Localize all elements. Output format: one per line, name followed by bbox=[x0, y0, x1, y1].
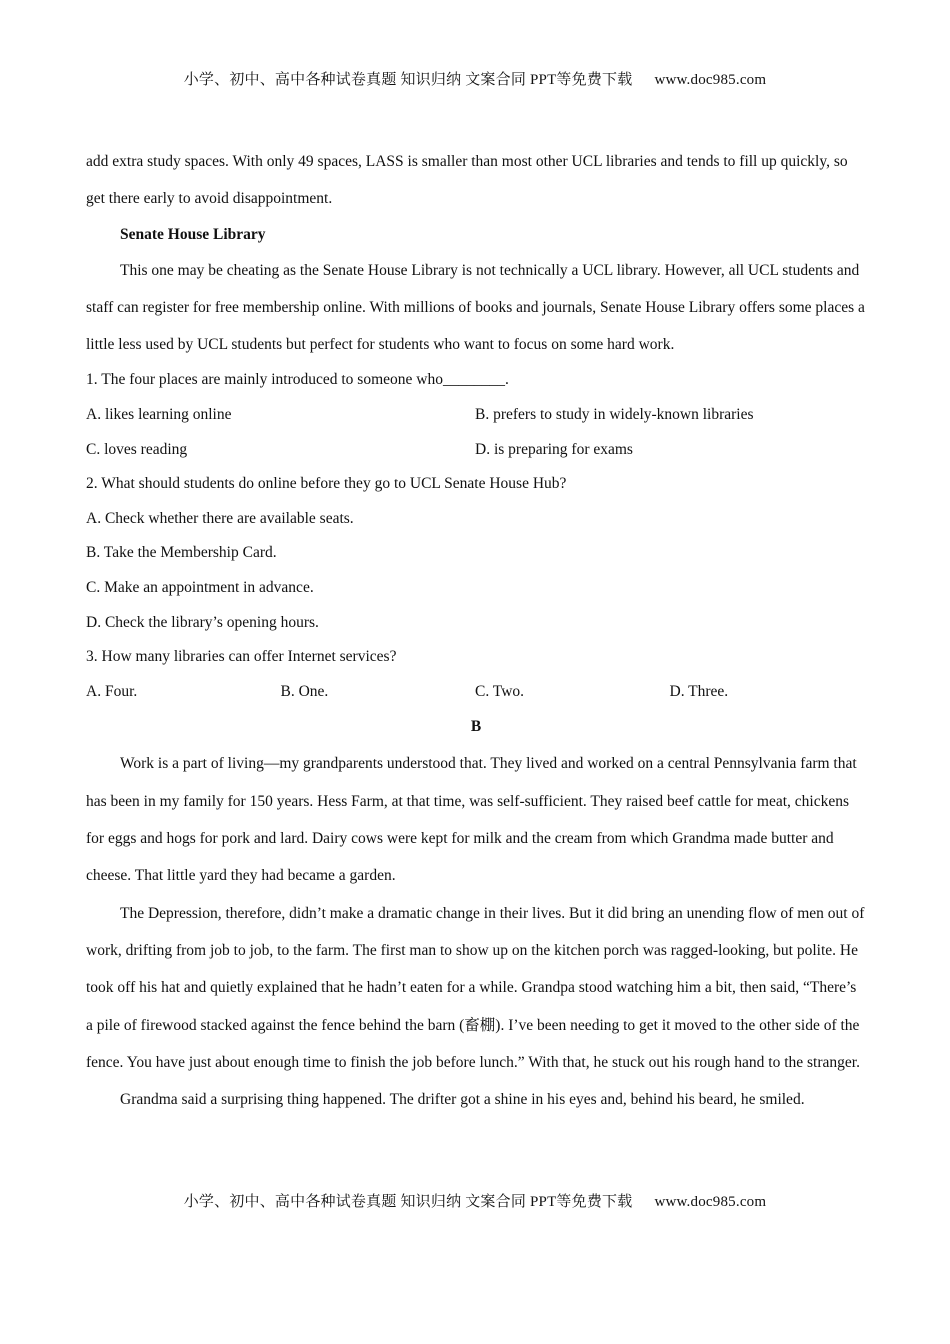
question-3-option-d: D. Three. bbox=[669, 682, 729, 700]
header-site: www.doc985.com bbox=[654, 72, 767, 88]
section-b-label: B bbox=[470, 718, 482, 736]
page-header bbox=[0, 68, 950, 89]
question-2-option-b: B. Take the Membership Card. bbox=[86, 544, 277, 562]
section-b-paragraph-3: Grandma said a surprising thing happened. The drifter got a shine in his eyes and, behind his beard, he smiled. bbox=[120, 1091, 805, 1109]
document-body bbox=[86, 143, 866, 1118]
section-b-paragraph-2: The Depression, therefore, didn’t make a dramatic change in their lives. But it did bring an unending flow of men out of work, drifting from job to job, to the farm. The first man to show up on the kitchen porch was ragged-looking, but polite. He took off his hat and quietly explained that he hadn’t eaten for a while. Grandpa stood watching him a bit, then said, “There’s a pile of firewood stacked against the fence behind the barn (畜棚). I’ve been needing to get it moved to the other side of the fence. You have just about enough time to finish the job before lunch.” With that, he stuck out his rough hand to the stranger. bbox=[86, 904, 865, 1071]
intro-paragraph: add extra study spaces. With only 49 spaces, LASS is smaller than most other UCL libraries and tends to fill up quickly, so get there early to avoid disappointment. bbox=[86, 153, 848, 208]
question-1-option-a: A. likes learning online bbox=[86, 406, 232, 424]
page-footer bbox=[0, 1190, 950, 1211]
question-2-option-a: A. Check whether there are available seats. bbox=[86, 509, 354, 527]
question-3-option-c: C. Two. bbox=[475, 682, 525, 700]
question-1-options-row-1 bbox=[86, 398, 866, 433]
question-1-stem: 1. The four places are mainly introduced to someone who________. bbox=[86, 371, 509, 389]
question-3-option-a: A. Four. bbox=[86, 682, 138, 700]
question-2-option-c: C. Make an appointment in advance. bbox=[86, 579, 314, 597]
footer-site: www.doc985.com bbox=[654, 1194, 767, 1210]
question-1-option-b: B. prefers to study in widely-known libraries bbox=[475, 406, 754, 424]
footer-text: 小学、初中、高中各种试卷真题 知识归纳 文案合同 PPT等免费下载 bbox=[183, 1194, 633, 1210]
question-3-option-b: B. One. bbox=[280, 682, 329, 700]
question-2-option-d: D. Check the library’s opening hours. bbox=[86, 613, 319, 631]
senate-heading: Senate House Library bbox=[120, 225, 266, 243]
question-3-options-row bbox=[86, 675, 866, 710]
section-b-paragraph-1: Work is a part of living—my grandparents understood that. They lived and worked on a central Pennsylvania farm that has been in my family for 150 years. Hess Farm, at that time, was self-sufficient. They raised beef cattle for meat, chickens for eggs and hogs for pork and lard. Dairy cows were kept for milk and the cream from which Grandma made butter and cheese. That little yard they had became a garden. bbox=[86, 755, 857, 885]
question-1-option-d: D. is preparing for exams bbox=[475, 440, 633, 458]
header-text: 小学、初中、高中各种试卷真题 知识归纳 文案合同 PPT等免费下载 bbox=[183, 72, 633, 88]
question-3-stem: 3. How many libraries can offer Internet services? bbox=[86, 648, 397, 666]
question-1-option-c: C. loves reading bbox=[86, 440, 188, 458]
question-2-stem: 2. What should students do online before they go to UCL Senate House Hub? bbox=[86, 475, 567, 493]
question-1-options-row-2 bbox=[86, 433, 866, 468]
senate-paragraph: This one may be cheating as the Senate House Library is not technically a UCL library. However, all UCL students and staff can register for free membership online. With millions of books and journals, Senate House Library offers some places a little less used by UCL students but perfect for students who want to focus on some hard work. bbox=[86, 261, 865, 354]
